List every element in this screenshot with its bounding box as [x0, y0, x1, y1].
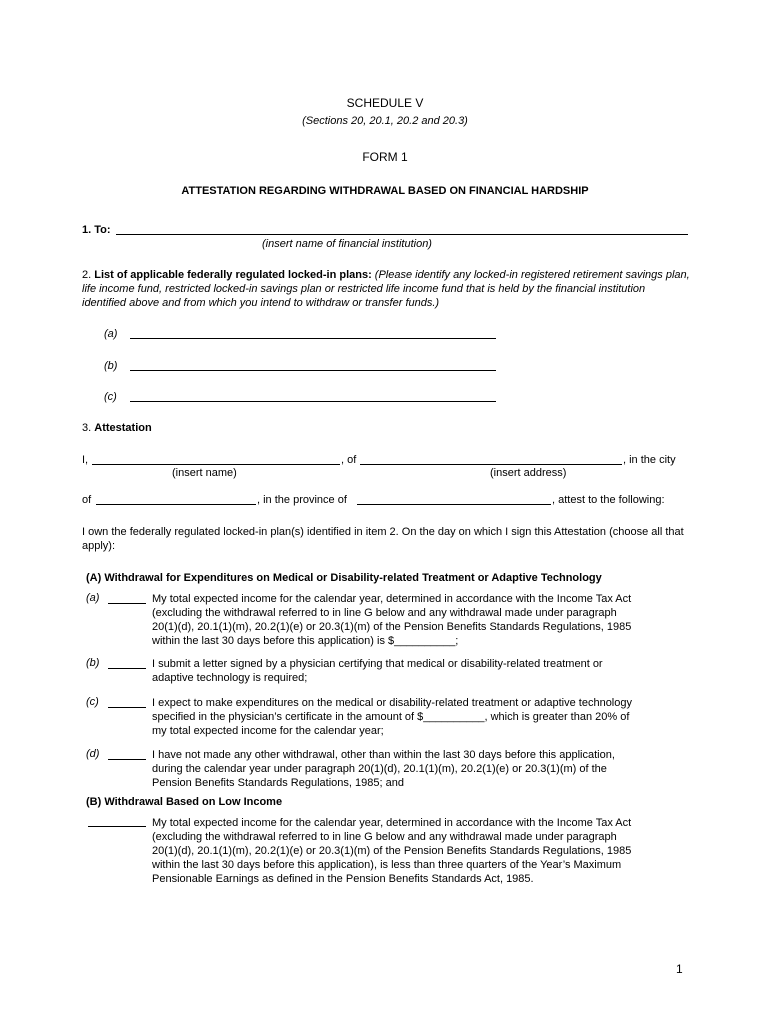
a-d-line: I have not made any other withdrawal, other than within the last 30 days before this application,	[152, 749, 615, 761]
attest-intro: I own the federally regulated locked-in plan(s) identified in item 2. On the day on which I sign this Attestation (choose all that apply):	[82, 526, 684, 552]
plan-c-field[interactable]	[130, 401, 496, 402]
item3-number: 3.	[82, 422, 92, 434]
a-c-line: specified in the physician’s certificate in the amount of $__________, which is greater than 20% of	[152, 711, 630, 723]
item2-instructions: (Please identify any locked-in registered retirement savings plan, life income fund, restricted locked-in savings plan or restricted life income fund that is held by the financial institution identified above and from which you intend to withdraw or transfer funds.)	[82, 269, 690, 309]
item2-number: 2.	[82, 269, 95, 281]
a-a-line: My total expected income for the calendar year, determined in accordance with the Income Tax Act	[152, 593, 632, 605]
section-a-item-a-checkbox[interactable]	[108, 603, 146, 604]
plan-b-label: (b)	[104, 360, 118, 372]
financial-institution-hint: (insert name of financial institution)	[262, 238, 432, 250]
attest-name-field[interactable]	[92, 464, 340, 465]
attest-province-field[interactable]	[357, 504, 551, 505]
section-a-item-c-text	[152, 696, 692, 738]
attest-of-label: , of	[341, 454, 357, 466]
address-hint: (insert address)	[490, 467, 567, 479]
attest-i-label: I,	[82, 454, 89, 466]
item1-label-text: 1. To:	[82, 224, 111, 236]
a-b-line: I submit a letter signed by a physician certifying that medical or disability-related treatment or	[152, 658, 603, 670]
a-a-line: within the last 30 days before this application) is $__________;	[152, 635, 459, 647]
plan-a-label: (a)	[104, 328, 118, 340]
section-a-item-b-checkbox[interactable]	[108, 668, 146, 669]
page-number: 1	[676, 962, 683, 976]
section-a-item-d-label: (d)	[86, 748, 100, 760]
a-d-line: during the calendar year under paragraph 20(1)(d), 20.1(1)(m), 20.2(1)(e) or 20.3(1)(m) of the	[152, 763, 607, 775]
section-a-item-c-label: (c)	[86, 696, 99, 708]
attest-city-of-label: of	[82, 494, 92, 506]
b-line: within the last 30 days before this application), is less than three quarters of the Year’s Maximum	[152, 859, 622, 871]
plan-b-field[interactable]	[130, 370, 496, 371]
form-number: FORM 1	[362, 150, 408, 164]
attest-following-label: , attest to the following:	[552, 494, 665, 506]
form-title: ATTESTATION REGARDING WITHDRAWAL BASED ON FINANCIAL HARDSHIP	[181, 185, 589, 197]
section-a-item-d-text	[152, 748, 692, 790]
a-a-line: (excluding the withdrawal referred to in line G below and any withdrawal made under paragraph	[152, 607, 617, 619]
section-a-item-b-label: (b)	[86, 657, 100, 669]
a-b-line: adaptive technology is required;	[152, 672, 308, 684]
a-c-line: I expect to make expenditures on the medical or disability-related treatment or adaptive technology	[152, 697, 632, 709]
section-a-item-d-checkbox[interactable]	[108, 759, 146, 760]
item2-paragraph	[82, 268, 692, 310]
plan-c-label: (c)	[104, 391, 117, 403]
schedule-heading: SCHEDULE V	[346, 96, 424, 110]
section-a-item-b-text	[152, 657, 692, 685]
section-a-item-a-label: (a)	[86, 592, 100, 604]
plan-a-field[interactable]	[130, 338, 496, 339]
b-line: Pensionable Earnings as defined in the Pension Benefits Standards Act, 1985.	[152, 873, 534, 885]
item2-heading: List of applicable federally regulated locked-in plans:	[94, 269, 372, 281]
attest-city-label: , in the city	[623, 454, 676, 466]
attest-address-field[interactable]	[360, 464, 622, 465]
a-c-line: my total expected income for the calendar year;	[152, 725, 384, 737]
a-d-line: Pension Benefits Standards Regulations, 1985; and	[152, 777, 404, 789]
item3-heading: Attestation	[94, 422, 152, 434]
section-b-heading: (B) Withdrawal Based on Low Income	[86, 796, 283, 808]
financial-institution-field[interactable]	[116, 234, 688, 235]
b-line: (excluding the withdrawal referred to in line G below and any withdrawal made under paragraph	[152, 831, 617, 843]
attest-province-label: , in the province of	[257, 494, 347, 506]
name-hint: (insert name)	[172, 467, 237, 479]
sections-reference: (Sections 20, 20.1, 20.2 and 20.3)	[302, 115, 468, 127]
b-line: 20(1)(d), 20.1(1)(m), 20.2(1)(e) or 20.3(1)(m) of the Pension Benefits Standards Regulations, 1985	[152, 845, 632, 857]
section-b-checkbox[interactable]	[88, 826, 146, 827]
item3-heading-row	[82, 422, 152, 434]
section-a-item-a-text	[152, 592, 692, 648]
b-line: My total expected income for the calendar year, determined in accordance with the Income Tax Act	[152, 817, 632, 829]
item1-label	[82, 224, 111, 236]
section-b-text	[152, 816, 692, 886]
section-a-item-c-checkbox[interactable]	[108, 707, 146, 708]
section-a-heading: (A) Withdrawal for Expenditures on Medical or Disability-related Treatment or Adaptive Technology	[86, 572, 602, 584]
a-a-line: 20(1)(d), 20.1(1)(m), 20.2(1)(e) or 20.3(1)(m) of the Pension Benefits Standards Regulations, 1985	[152, 621, 632, 633]
attest-city-field[interactable]	[96, 504, 256, 505]
